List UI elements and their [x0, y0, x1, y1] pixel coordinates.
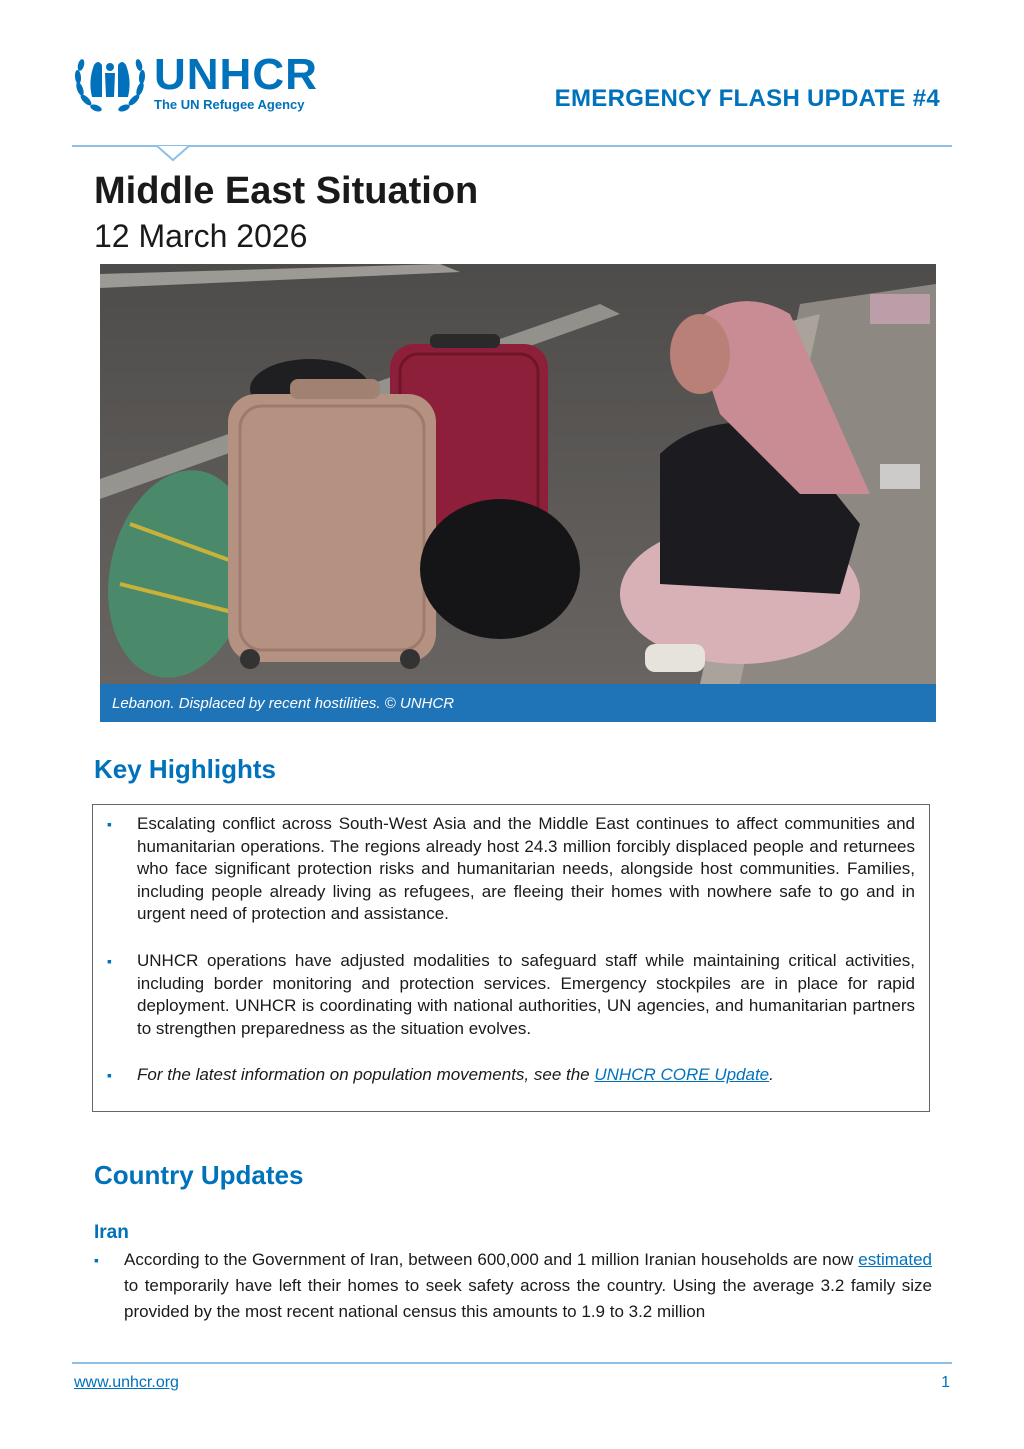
iran-heading: Iran: [94, 1222, 129, 1243]
highlight-item: [107, 1064, 915, 1087]
page-title: Middle East Situation: [94, 170, 479, 212]
iran-update-item: [94, 1247, 932, 1325]
estimated-link[interactable]: estimated: [858, 1250, 932, 1269]
key-highlights-box: [92, 804, 930, 1112]
photo-caption: Lebanon. Displaced by recent hostilities. © UNHCR: [112, 694, 455, 712]
cover-photo: [100, 264, 936, 722]
header-divider: [72, 145, 952, 147]
highlight-item: ▪ Escalating conflict across South-West Asia and the Middle East continues to affect communities and humanitarian operations. The regions already host 24.3 million forcibly displaced people and returnees who face significant protection risks and humanitarian needs, alongside host communities. Families, including people already living as refugees, are fleeing their homes with nowhere safe to go and in urgent need of protection and assistance.: [107, 813, 915, 926]
header-notch-icon: [156, 146, 190, 162]
highlight-item-text: For the latest information on population movements, see the: [137, 1065, 595, 1085]
key-highlights-heading: Key Highlights: [94, 754, 277, 784]
page-number: 1: [941, 1374, 950, 1391]
iran-text-start: According to the Government of Iran, between 600,000 and 1 million Iranian households are now: [124, 1250, 859, 1269]
footer-divider: [72, 1362, 952, 1364]
photo-illustration: [100, 264, 936, 722]
unhcr-logo: [72, 48, 352, 118]
unhcr-emblem-icon: [72, 51, 148, 115]
photo-caption-bar: [100, 684, 936, 722]
flash-update-title: EMERGENCY FLASH UPDATE #4: [554, 85, 940, 112]
website-link[interactable]: www.unhcr.org: [74, 1374, 179, 1391]
page-header: [72, 40, 952, 150]
document-date: 12 March 2026: [94, 218, 308, 254]
iran-text-end: to temporarily have left their homes to seek safety across the country. Using the average 3.2 family size provided by the most recent national census this amounts to 1.9 to 3.2 million: [124, 1276, 932, 1321]
country-updates-heading: Country Updates: [94, 1160, 304, 1190]
logo-name: UNHCR: [154, 49, 318, 99]
unhcr-core-update-link[interactable]: UNHCR CORE Update: [594, 1065, 770, 1085]
highlight-item: ▪ UNHCR operations have adjusted modalities to safeguard staff while maintaining critical activities, including border monitoring and protection services. Emergency stockpiles are in place for rapid deployment. UNHCR is coordinating with national authorities, UN agencies, and humanitarian partners to strengthen preparedness as the situation evolves.: [107, 950, 915, 1040]
highlight-item-suffix: .: [769, 1065, 774, 1085]
logo-tagline: The UN Refugee Agency: [154, 96, 305, 112]
